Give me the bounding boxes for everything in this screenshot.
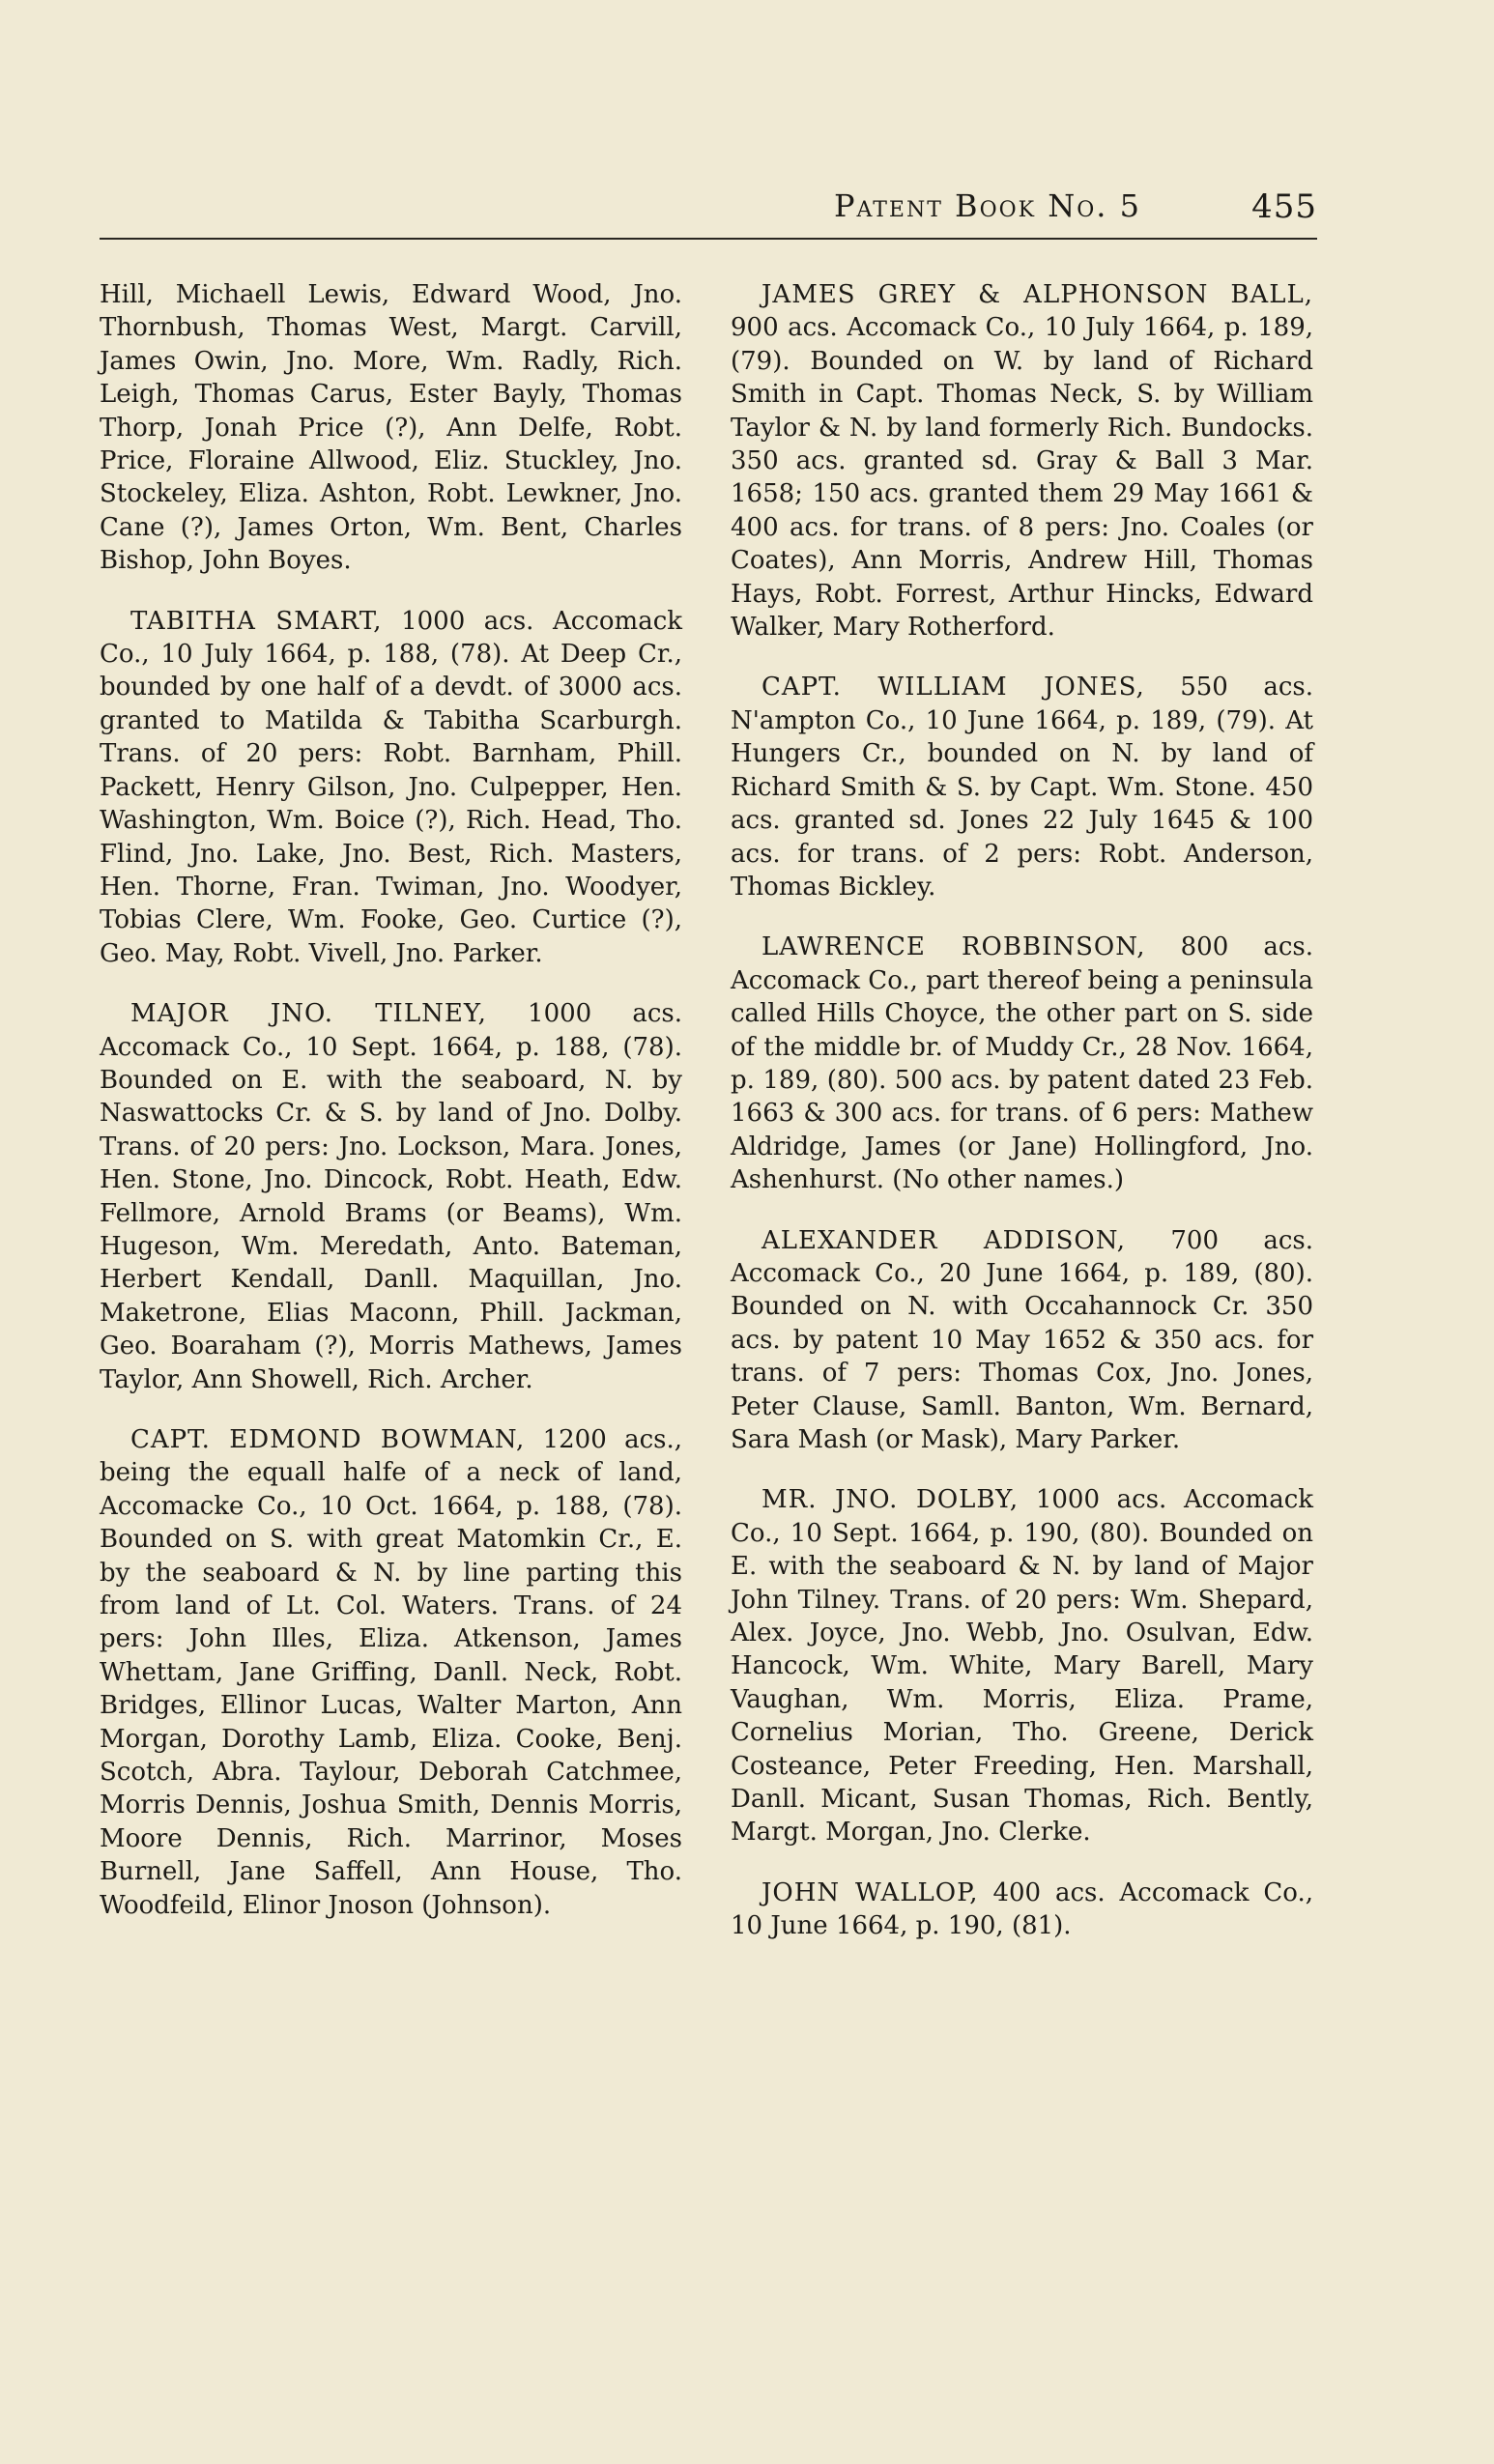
patent-entry [100,1423,682,1922]
entry-lead: LAWRENCE ROBBINSON, [761,932,1146,962]
left-column [100,278,682,1949]
entry-lead: MAJOR JNO. TILNEY, [130,999,487,1029]
entry-text: 1000 acs. Accomack Co., 10 Sept. 1664, p. 188, (78). Bounded on E. with the seaboard, N. by Naswattocks Cr. & S. by land of Jno. Dolby. Trans. of 20 pers: Jno. Lockson, Mara. Jones, Hen. Stone, Jno. Dincock, Robt. Heath, Edw. Fellmore, Arnold Brams (or Beams), Wm. Hugeson, Wm. Meredath, Anto. Bateman, Herbert Kendall, Danll. Maquillan, Jno. Maketrone, Elias Maconn, Phill. Jackman, Geo. Boaraham (?), Morris Mathews, James Taylor, Ann Showell, Rich. Archer. [100,999,682,1394]
patent-entry [100,278,682,578]
entry-text: 900 acs. Accomack Co., 10 July 1664, p. 189, (79). Bounded on W. by land of Richard Smith in Capt. Thomas Neck, S. by William Taylor & N. by land formerly Rich. Bundocks. 350 acs. granted sd. Gray & Ball 3 Mar. 1658; 150 acs. granted them 29 May 1661 & 400 acs. for trans. of 8 pers: Jno. Coales (or Coates), Ann Morris, Andrew Hill, Thomas Hays, Robt. Forrest, Arthur Hincks, Edward Walker, Mary Rotherford. [731,313,1313,643]
entry-text: 550 acs. N'ampton Co., 10 June 1664, p. 189, (79). At Hungers Cr., bounded on N. by land of Richard Smith & S. by Capt. Wm. Stone. 450 acs. granted sd. Jones 22 July 1645 & 100 acs. for trans. of 2 pers: Robt. Anderson, Thomas Bickley. [731,673,1313,902]
patent-entry [100,997,682,1396]
header-rule [100,238,1317,240]
page-number: 455 [1251,187,1317,226]
patent-entry [731,671,1313,903]
entry-text: 400 acs. Accomack Co., 10 June 1664, p. 190, (81). [731,1877,1314,1941]
patent-entry [731,1877,1313,1943]
entry-text: 1000 acs. Accomack Co., 10 July 1664, p. 188, (78). At Deep Cr., bounded by one half of a devdt. of 3000 acs. granted to Matilda & Tabitha Scarburgh. Trans. of 20 pers: Robt. Barnham, Phill. Packett, Henry Gilson, Jno. Culpepper, Hen. Washington, Wm. Boice (?), Rich. Head, Tho. Flind, Jno. Lake, Jno. Best, Rich. Masters, Hen. Thorne, Fran. Twiman, Jno. Woodyer, Tobias Clere, Wm. Fooke, Geo. Curtice (?), Geo. May, Robt. Vivell, Jno. Parker. [100,606,683,968]
entry-lead: CAPT. WILLIAM JONES, [761,673,1145,702]
entry-lead: ALEXANDER ADDISON, [761,1225,1127,1255]
patent-entry [731,1224,1313,1457]
patent-entry [731,931,1313,1196]
patent-entry [731,1483,1313,1848]
entry-text: 700 acs. Accomack Co., 20 June 1664, p. 189, (80). Bounded on N. with Occahannock Cr. 350 acs. by patent 10 May 1652 & 350 acs. for trans. of 7 pers: Thomas Cox, Jno. Jones, Peter Clause, Samll. Banton, Wm. Bernard, Sara Mash (or Mask), Mary Parker. [731,1225,1314,1454]
entry-text: Hill, Michaell Lewis, Edward Wood, Jno. Thornbush, Thomas West, Margt. Carvill, James Owin, Jno. More, Wm. Radly, Rich. Leigh, Thomas Carus, Ester Bayly, Thomas Thorp, Jonah Price (?), Ann Delfe, Robt. Price, Floraine Allwood, Eliz. Stuckley, Jno. Stockeley, Eliza. Ashton, Robt. Lewkner, Jno. Cane (?), James Orton, Wm. Bent, Charles Bishop, John Boyes. [100,280,682,576]
running-head: Patent Book No. 5 [834,187,1141,224]
patent-entry [731,278,1313,644]
entry-text: 1200 acs., being the equall halfe of a neck of land, Accomacke Co., 10 Oct. 1664, p. 188, (78). Bounded on S. with great Matomkin Cr., E. by the seaboard & N. by line parting this from land of Lt. Col. Waters. Trans. of 24 pers: John Illes, Eliza. Atkenson, James Whettam, Jane Griffing, Danll. Neck, Robt. Bridges, Ellinor Lucas, Walter Marton, Ann Morgan, Dorothy Lamb, Eliza. Cooke, Benj. Scotch, Abra. Taylour, Deborah Catchmee, Morris Dennis, Joshua Smith, Dennis Morris, Moore Dennis, Rich. Marrinor, Moses Burnell, Jane Saffell, Ann House, Tho. Woodfeild, Elinor Jnoson (Johnson). [100,1425,682,1920]
right-column [731,278,1313,1970]
entry-lead: JAMES GREY & ALPHONSON BALL, [761,280,1313,309]
page-header [100,180,1317,234]
entry-lead: CAPT. EDMOND BOWMAN, [130,1425,526,1454]
entry-lead: TABITHA SMART, [130,606,383,636]
patent-entry [100,605,682,970]
entry-text: 800 acs. Accomack Co., part thereof being a peninsula called Hills Choyce, the other part on S. side of the middle br. of Muddy Cr., 28 Nov. 1664, p. 189, (80). 500 acs. by patent dated 23 Feb. 1663 & 300 acs. for trans. of 6 pers: Mathew Aldridge, James (or Jane) Hollingford, Jno. Ashenhurst. (No other names.) [731,932,1313,1195]
entry-lead: JOHN WALLOP, [761,1877,979,1907]
entry-text: 1000 acs. Accomack Co., 10 Sept. 1664, p. 190, (80). Bounded on E. with the seaboard & N. by land of Major John Tilney. Trans. of 20 pers: Wm. Shepard, Alex. Joyce, Jno. Webb, Jno. Osulvan, Edw. Hancock, Wm. White, Mary Barell, Mary Vaughan, Wm. Morris, Eliza. Prame, Cornelius Morian, Tho. Greene, Derick Costeance, Peter Freeding, Hen. Marshall, Danll. Micant, Susan Thomas, Rich. Bently, Margt. Morgan, Jno. Clerke. [731,1485,1314,1848]
entry-lead: MR. JNO. DOLBY, [761,1485,1020,1515]
